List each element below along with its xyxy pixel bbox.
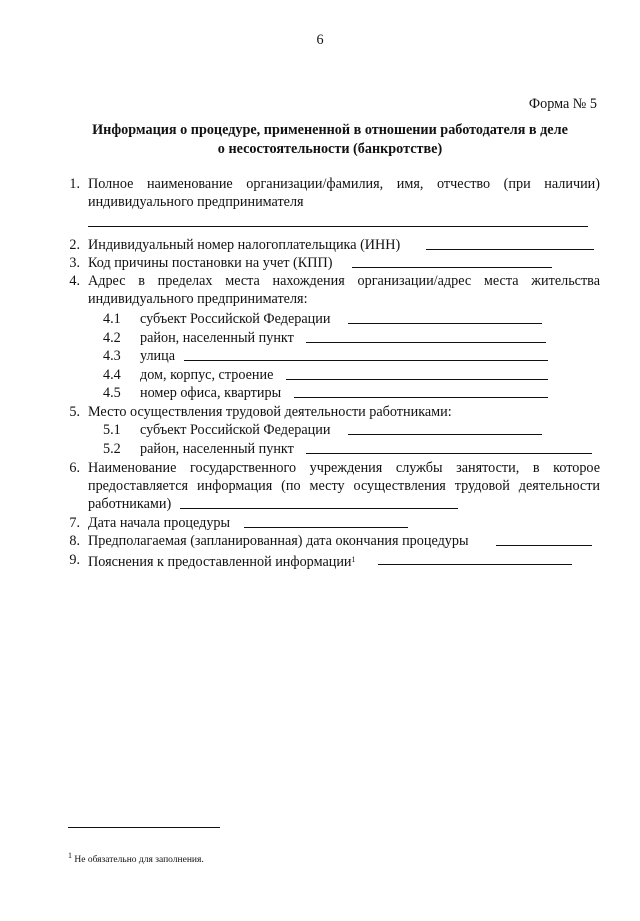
item-7-label: Дата начала процедуры — [88, 515, 231, 531]
footnote-text: Не обязательно для заполнения. — [74, 855, 204, 865]
item-4-5-number: 4.5 — [103, 385, 121, 401]
item-5-number: 5. — [69, 404, 80, 420]
item-6-label-cont: предоставляется информация (по месту осуществления трудовой деятельности — [88, 478, 600, 494]
item-2-number: 2. — [69, 237, 80, 253]
item-6-label: Наименование государственного учреждения службы занятости, в которое — [88, 460, 600, 476]
item-5-1-fill-line[interactable] — [348, 434, 542, 435]
item-8-fill-line[interactable] — [496, 545, 592, 546]
item-9-number: 9. — [69, 552, 80, 568]
item-4-5-fill-line[interactable] — [294, 397, 548, 398]
item-4-3-label: улица — [140, 348, 176, 364]
footnote-mark: 1 — [68, 851, 72, 860]
item-3-label: Код причины постановки на учет (КПП) — [88, 255, 333, 271]
item-1-number: 1. — [69, 176, 80, 192]
item-2-label: Индивидуальный номер налогоплательщика (ИНН) — [88, 237, 401, 253]
item-4-2-label: район, населенный пункт — [140, 330, 294, 346]
footnote-separator — [68, 827, 220, 828]
item-4-3-fill-line[interactable] — [184, 360, 548, 361]
item-4-2-fill-line[interactable] — [306, 342, 546, 343]
item-1-fill-line[interactable] — [88, 226, 588, 227]
item-6-fill-line[interactable] — [180, 508, 458, 509]
item-3-number: 3. — [69, 255, 80, 271]
item-7-number: 7. — [69, 515, 80, 531]
item-4-label-cont: индивидуального предпринимателя: — [88, 291, 308, 307]
item-6-label-end: работниками) — [88, 496, 172, 512]
item-4-number: 4. — [69, 273, 80, 289]
item-4-1-number: 4.1 — [103, 311, 121, 327]
item-4-4-label: дом, корпус, строение — [140, 367, 274, 383]
item-1-label: Полное наименование организации/фамилия, имя, отчество (при наличии) — [88, 176, 600, 192]
item-5-1-label: субъект Российской Федерации — [140, 422, 331, 438]
item-5-2-label: район, населенный пункт — [140, 441, 294, 457]
item-4-4-number: 4.4 — [103, 367, 121, 383]
item-9-label: Пояснения к предоставленной информации$^1$ — [88, 554, 356, 570]
item-4-3-number: 4.3 — [103, 348, 121, 364]
document-title-line-1: Информация о процедуре, примененной в отношении работодателя в деле — [92, 122, 568, 138]
item-5-2-fill-line[interactable] — [306, 453, 592, 454]
footnote — [68, 851, 204, 865]
item-4-1-fill-line[interactable] — [348, 323, 542, 324]
item-8-number: 8. — [69, 533, 80, 549]
item-1-label-cont: индивидуального предпринимателя — [88, 194, 304, 210]
footnote-reference: 1 — [351, 555, 356, 564]
item-3-fill-line[interactable] — [352, 267, 552, 268]
item-4-label: Адрес в пределах места нахождения организации/адрес места жительства — [88, 273, 600, 289]
document-title-line-2: о несостоятельности (банкротстве) — [217, 141, 443, 157]
item-5-1-number: 5.1 — [103, 422, 121, 438]
item-4-5-label: номер офиса, квартиры — [140, 385, 282, 401]
item-5-label: Место осуществления трудовой деятельности работниками: — [88, 404, 452, 420]
item-9-fill-line[interactable] — [378, 564, 572, 565]
item-6-number: 6. — [69, 460, 80, 476]
page-number: 6 — [316, 32, 324, 48]
item-4-4-fill-line[interactable] — [286, 379, 548, 380]
item-2-fill-line[interactable] — [426, 249, 594, 250]
form-number: Форма № 5 — [528, 96, 597, 112]
item-4-2-number: 4.2 — [103, 330, 121, 346]
item-5-2-number: 5.2 — [103, 441, 121, 457]
item-7-fill-line[interactable] — [244, 527, 408, 528]
item-4-1-label: субъект Российской Федерации — [140, 311, 331, 327]
item-8-label: Предполагаемая (запланированная) дата окончания процедуры — [88, 533, 469, 549]
